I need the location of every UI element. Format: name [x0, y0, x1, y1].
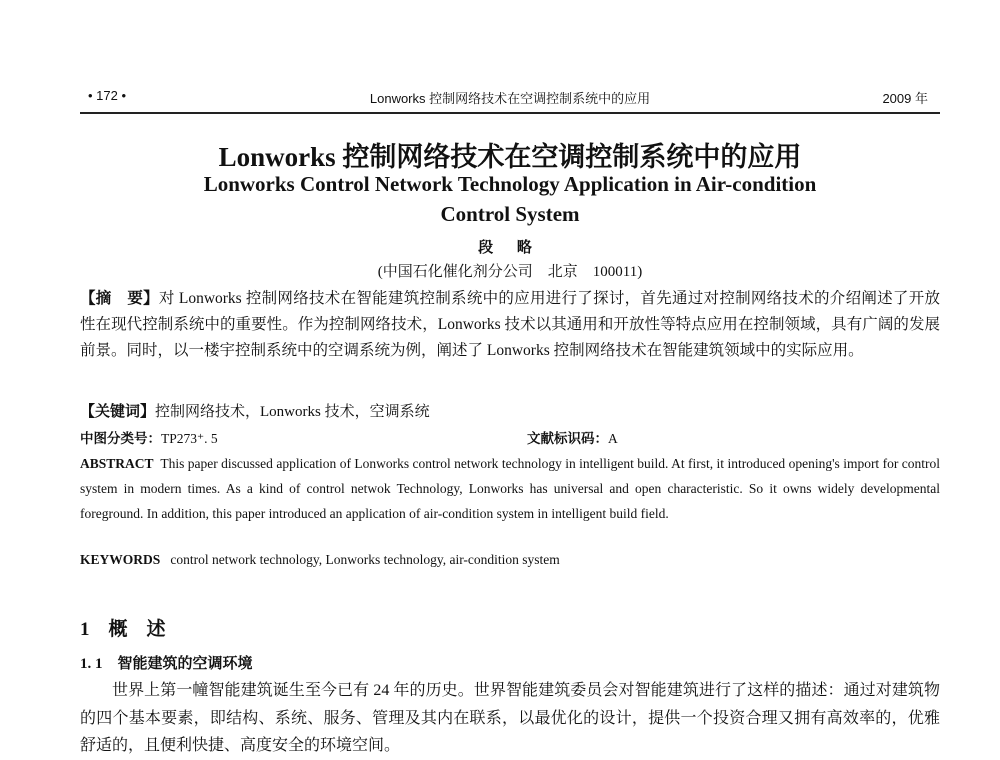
keywords-en-text: control network technology, Lonworks technology, air-condition system — [170, 552, 560, 567]
clc-value: TP273⁺. 5 — [161, 431, 218, 446]
keywords-cn-label: 【关键词】 — [80, 404, 156, 420]
doc-code-value: A — [608, 431, 618, 446]
doc-code-label: 文献标识码： — [527, 431, 608, 446]
running-title: Lonworks 控制网络技术在空调控制系统中的应用 — [369, 91, 651, 106]
body-paragraph: 世界上第一幢智能建筑诞生至今已有 24 年的历史。世界智能建筑委员会对智能建筑进行了这样的描述：通过对建筑物的四个基本要素，即结构、系统、服务、管理及其内在联系，以最优化的设计，提供一个投资合理又拥有高效率的，优雅舒适的，且便利快捷、高度安全的环境空间。 — [80, 682, 940, 754]
clc-label: 中图分类号： — [80, 431, 161, 446]
keywords-en — [80, 552, 940, 568]
abstract-cn-text: 对 Lonworks 控制网络技术在智能建筑控制系统中的应用进行了探讨，首先通过对控制网络技术的介绍阐述了开放性在现代控制系统中的重要性。作为控制网络技术，Lonworks 技术以其通用和开放性等特点应用在控制领域，具有广阔的发展前景。同时，以一楼宇控制系统中的空调系统为例，阐述了 Lonworks 控制网络技术在智能建筑领域中的实际应用。 — [80, 290, 940, 359]
keywords-cn-text: 控制网络技术，Lonworks 技术，空调系统 — [155, 404, 430, 420]
classification — [80, 427, 940, 447]
author: 段 略 — [478, 240, 542, 256]
page-number: • 172 • — [88, 88, 127, 103]
title-en-line1: Lonworks Control Network Technology Application in Air-condition — [203, 172, 817, 196]
header-rule — [80, 112, 940, 114]
abstract-cn-label: 【摘 要】 — [80, 290, 159, 307]
title-en-line2: Control System — [440, 202, 580, 226]
abstract-cn — [80, 286, 940, 364]
abstract-en — [80, 451, 940, 526]
document-code — [527, 427, 618, 447]
keywords-cn — [80, 400, 940, 421]
section-heading: 1 概 述 — [80, 619, 166, 640]
abstract-en-text: This paper discussed application of Lonworks control network technology in intelligent build. At first, it introduced opening's import for control system in modern times. As a kind of control netwok Technology, Lonworks has universal and open characteristic. So it owns widely developmental foreground. In addition, this paper introduced an application of air-condition system in intelligent build field. — [80, 456, 940, 521]
subsection-heading: 1. 1 智能建筑的空调环境 — [80, 656, 253, 672]
abstract-en-label: ABSTRACT — [80, 456, 154, 471]
year: 2009 年 — [882, 91, 928, 106]
affiliation: (中国石化催化剂分公司 北京 100011) — [377, 264, 643, 280]
keywords-en-label: KEYWORDS — [80, 552, 161, 567]
title-cn: Lonworks 控制网络技术在空调控制系统中的应用 — [218, 142, 802, 172]
